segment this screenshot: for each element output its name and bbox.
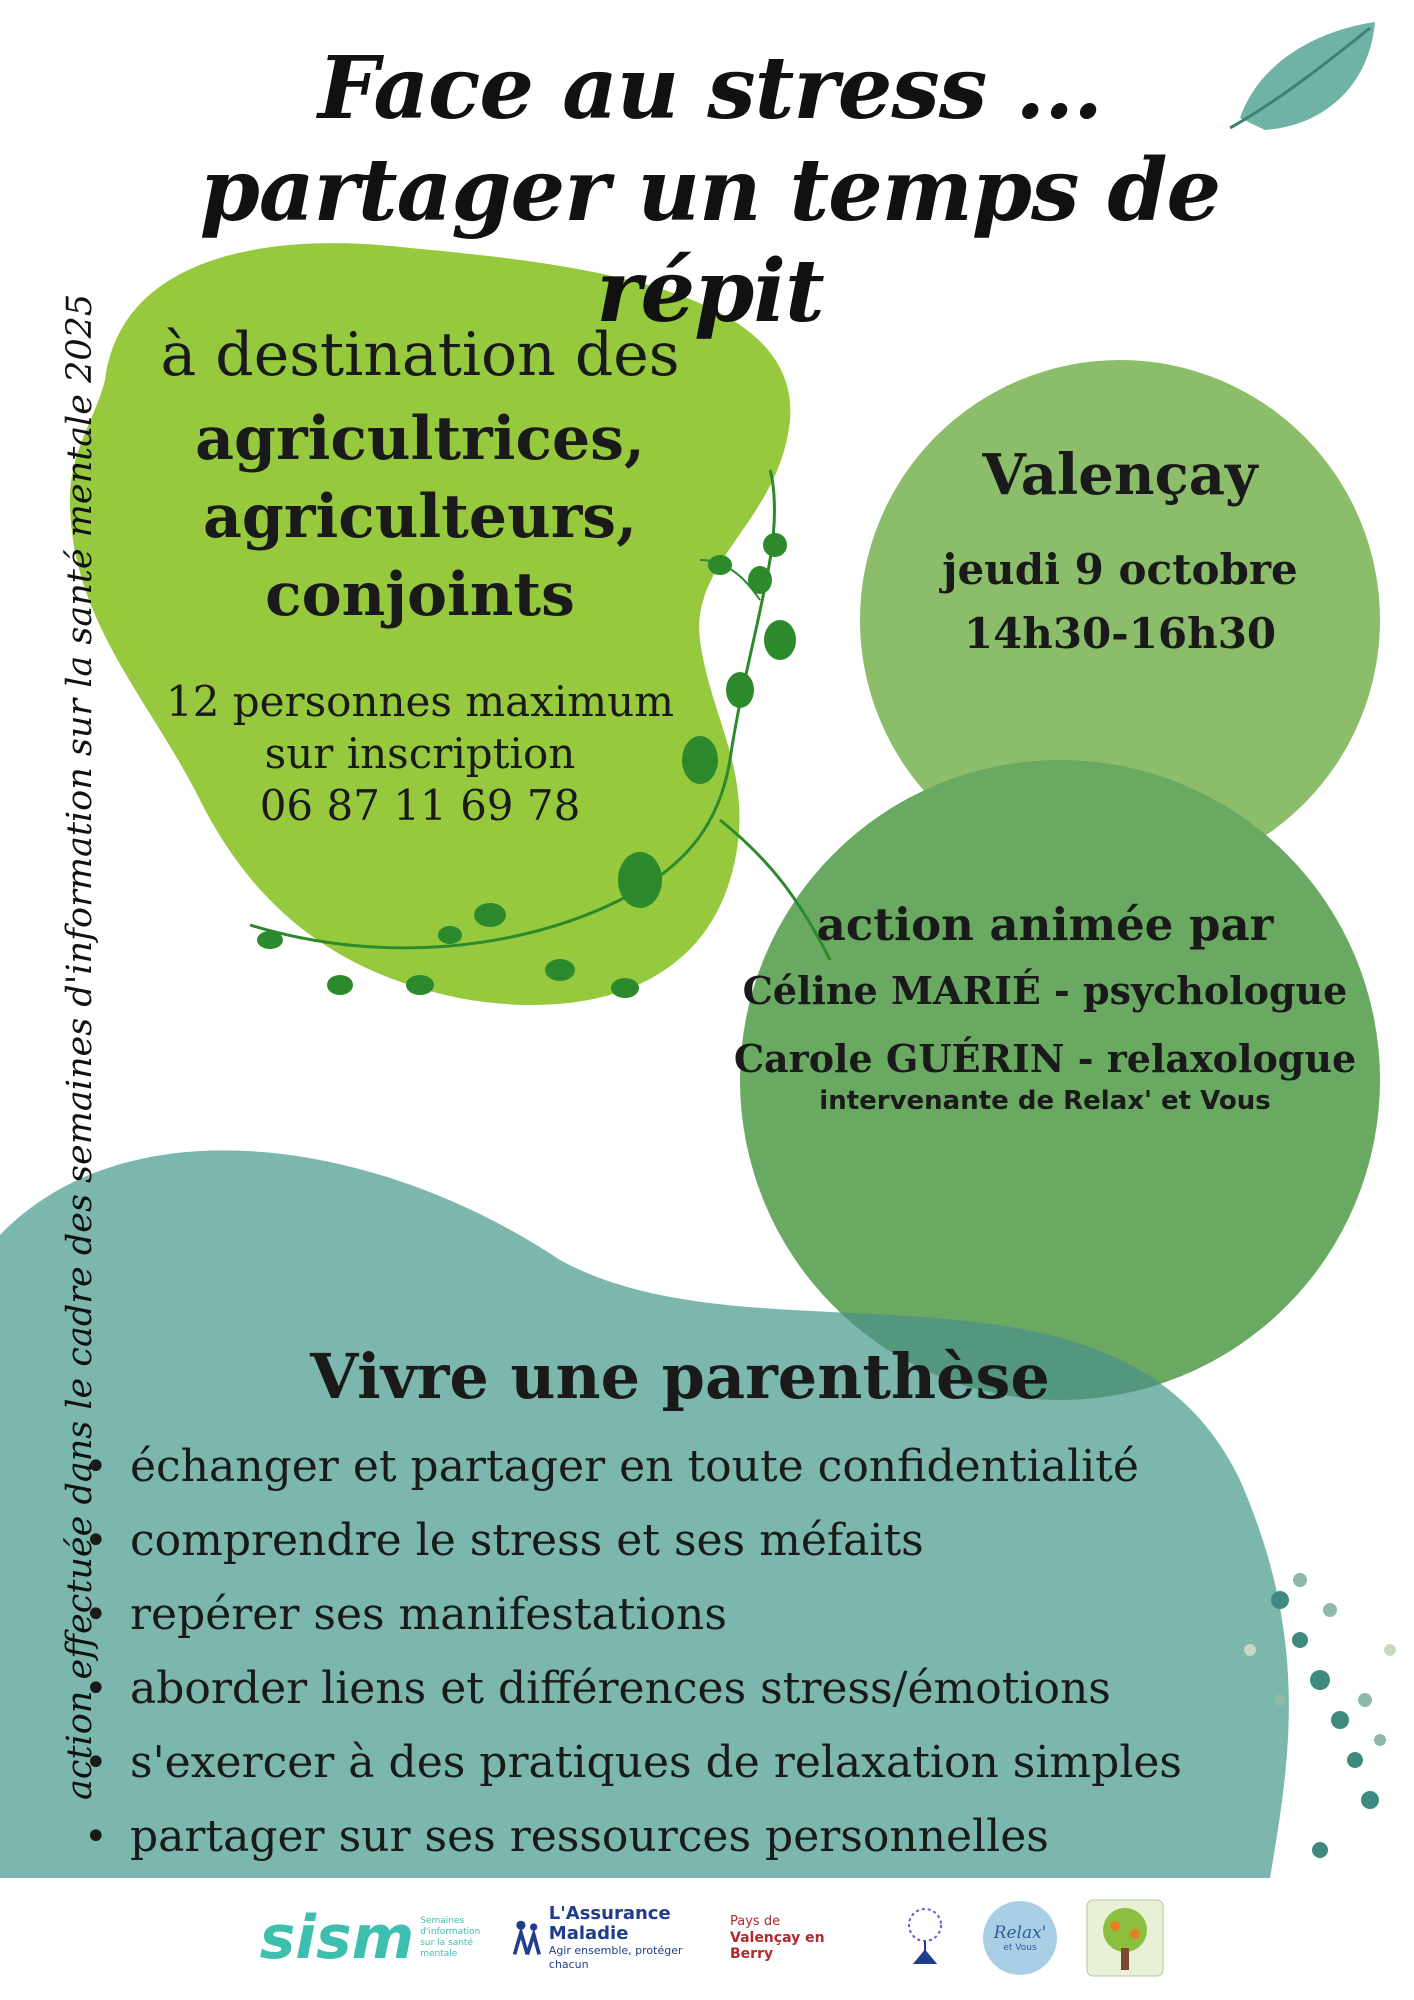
- cpts-logo: [890, 1898, 960, 1978]
- capacity-text: 12 personnes maximum: [166, 677, 674, 726]
- tree-icon: [1085, 1898, 1165, 1978]
- event-date: jeudi 9 octobre: [942, 545, 1298, 594]
- tree-icon: [900, 1903, 950, 1973]
- audience-group: agricultrices,: [195, 404, 645, 474]
- pays-valencay-logo: [730, 1898, 870, 1978]
- assurance-maladie-logo: [510, 1898, 710, 1978]
- sism-caption: sur la santé mentale: [420, 1938, 473, 1959]
- host-person: Céline MARIÉ - psychologue: [742, 968, 1348, 1013]
- sism-logo: [260, 1898, 480, 1978]
- relax-et-vous-logo: [980, 1898, 1060, 1978]
- sism-caption: Semaines d'information: [420, 1916, 481, 1937]
- title-line-2: partager un temps de répit: [199, 140, 1221, 342]
- event-city: Valençay: [982, 442, 1258, 508]
- assurance-name: Maladie: [548, 1923, 629, 1944]
- title-line-1: Face au stress ...: [317, 38, 1103, 139]
- assurance-name: L'Assurance: [548, 1903, 671, 1924]
- phone-number: 06 87 11 69 78: [259, 781, 581, 830]
- event-time: 14h30-16h30: [963, 609, 1277, 658]
- list-item: • échanger et partager en toute confidentialité: [80, 1430, 1330, 1504]
- assurance-slogan: Agir ensemble, protéger chacun: [548, 1944, 683, 1971]
- relax-label: et Vous: [1003, 1943, 1037, 1953]
- tree-logo: [1080, 1898, 1170, 1978]
- list-item: • comprendre le stress et ses méfaits: [80, 1504, 1330, 1578]
- audience-group: conjoints: [265, 560, 575, 630]
- list-item: • aborder liens et différences stress/émotions: [80, 1652, 1330, 1726]
- people-icon: [510, 1916, 543, 1960]
- list-item: • s'exercer à des pratiques de relaxation simples: [80, 1726, 1330, 1800]
- sism-wordmark: sism: [259, 1903, 415, 1973]
- host-person: Carole GUÉRIN - relaxologue: [733, 1036, 1357, 1081]
- relax-label: Relax': [993, 1923, 1047, 1943]
- hosts-title: action animée par: [816, 898, 1274, 951]
- pays-label: Valençay en Berry: [730, 1930, 825, 1962]
- pays-label: Pays de: [730, 1914, 781, 1929]
- audience-group: agriculteurs,: [203, 482, 637, 552]
- list-item: • partager sur ses ressources personnelles: [80, 1800, 1330, 1874]
- side-note: action effectuée dans le cadre des semaines d'information sur la santé mentale 2025: [60, 293, 100, 1800]
- list-item: • repérer ses manifestations: [80, 1578, 1330, 1652]
- program-title: Vivre une parenthèse: [310, 1340, 1050, 1413]
- host-note: intervenante de Relax' et Vous: [819, 1086, 1271, 1116]
- audience-intro: à destination des: [160, 320, 680, 390]
- program-list: [80, 1430, 1330, 1874]
- registration-text: sur inscription: [264, 729, 576, 778]
